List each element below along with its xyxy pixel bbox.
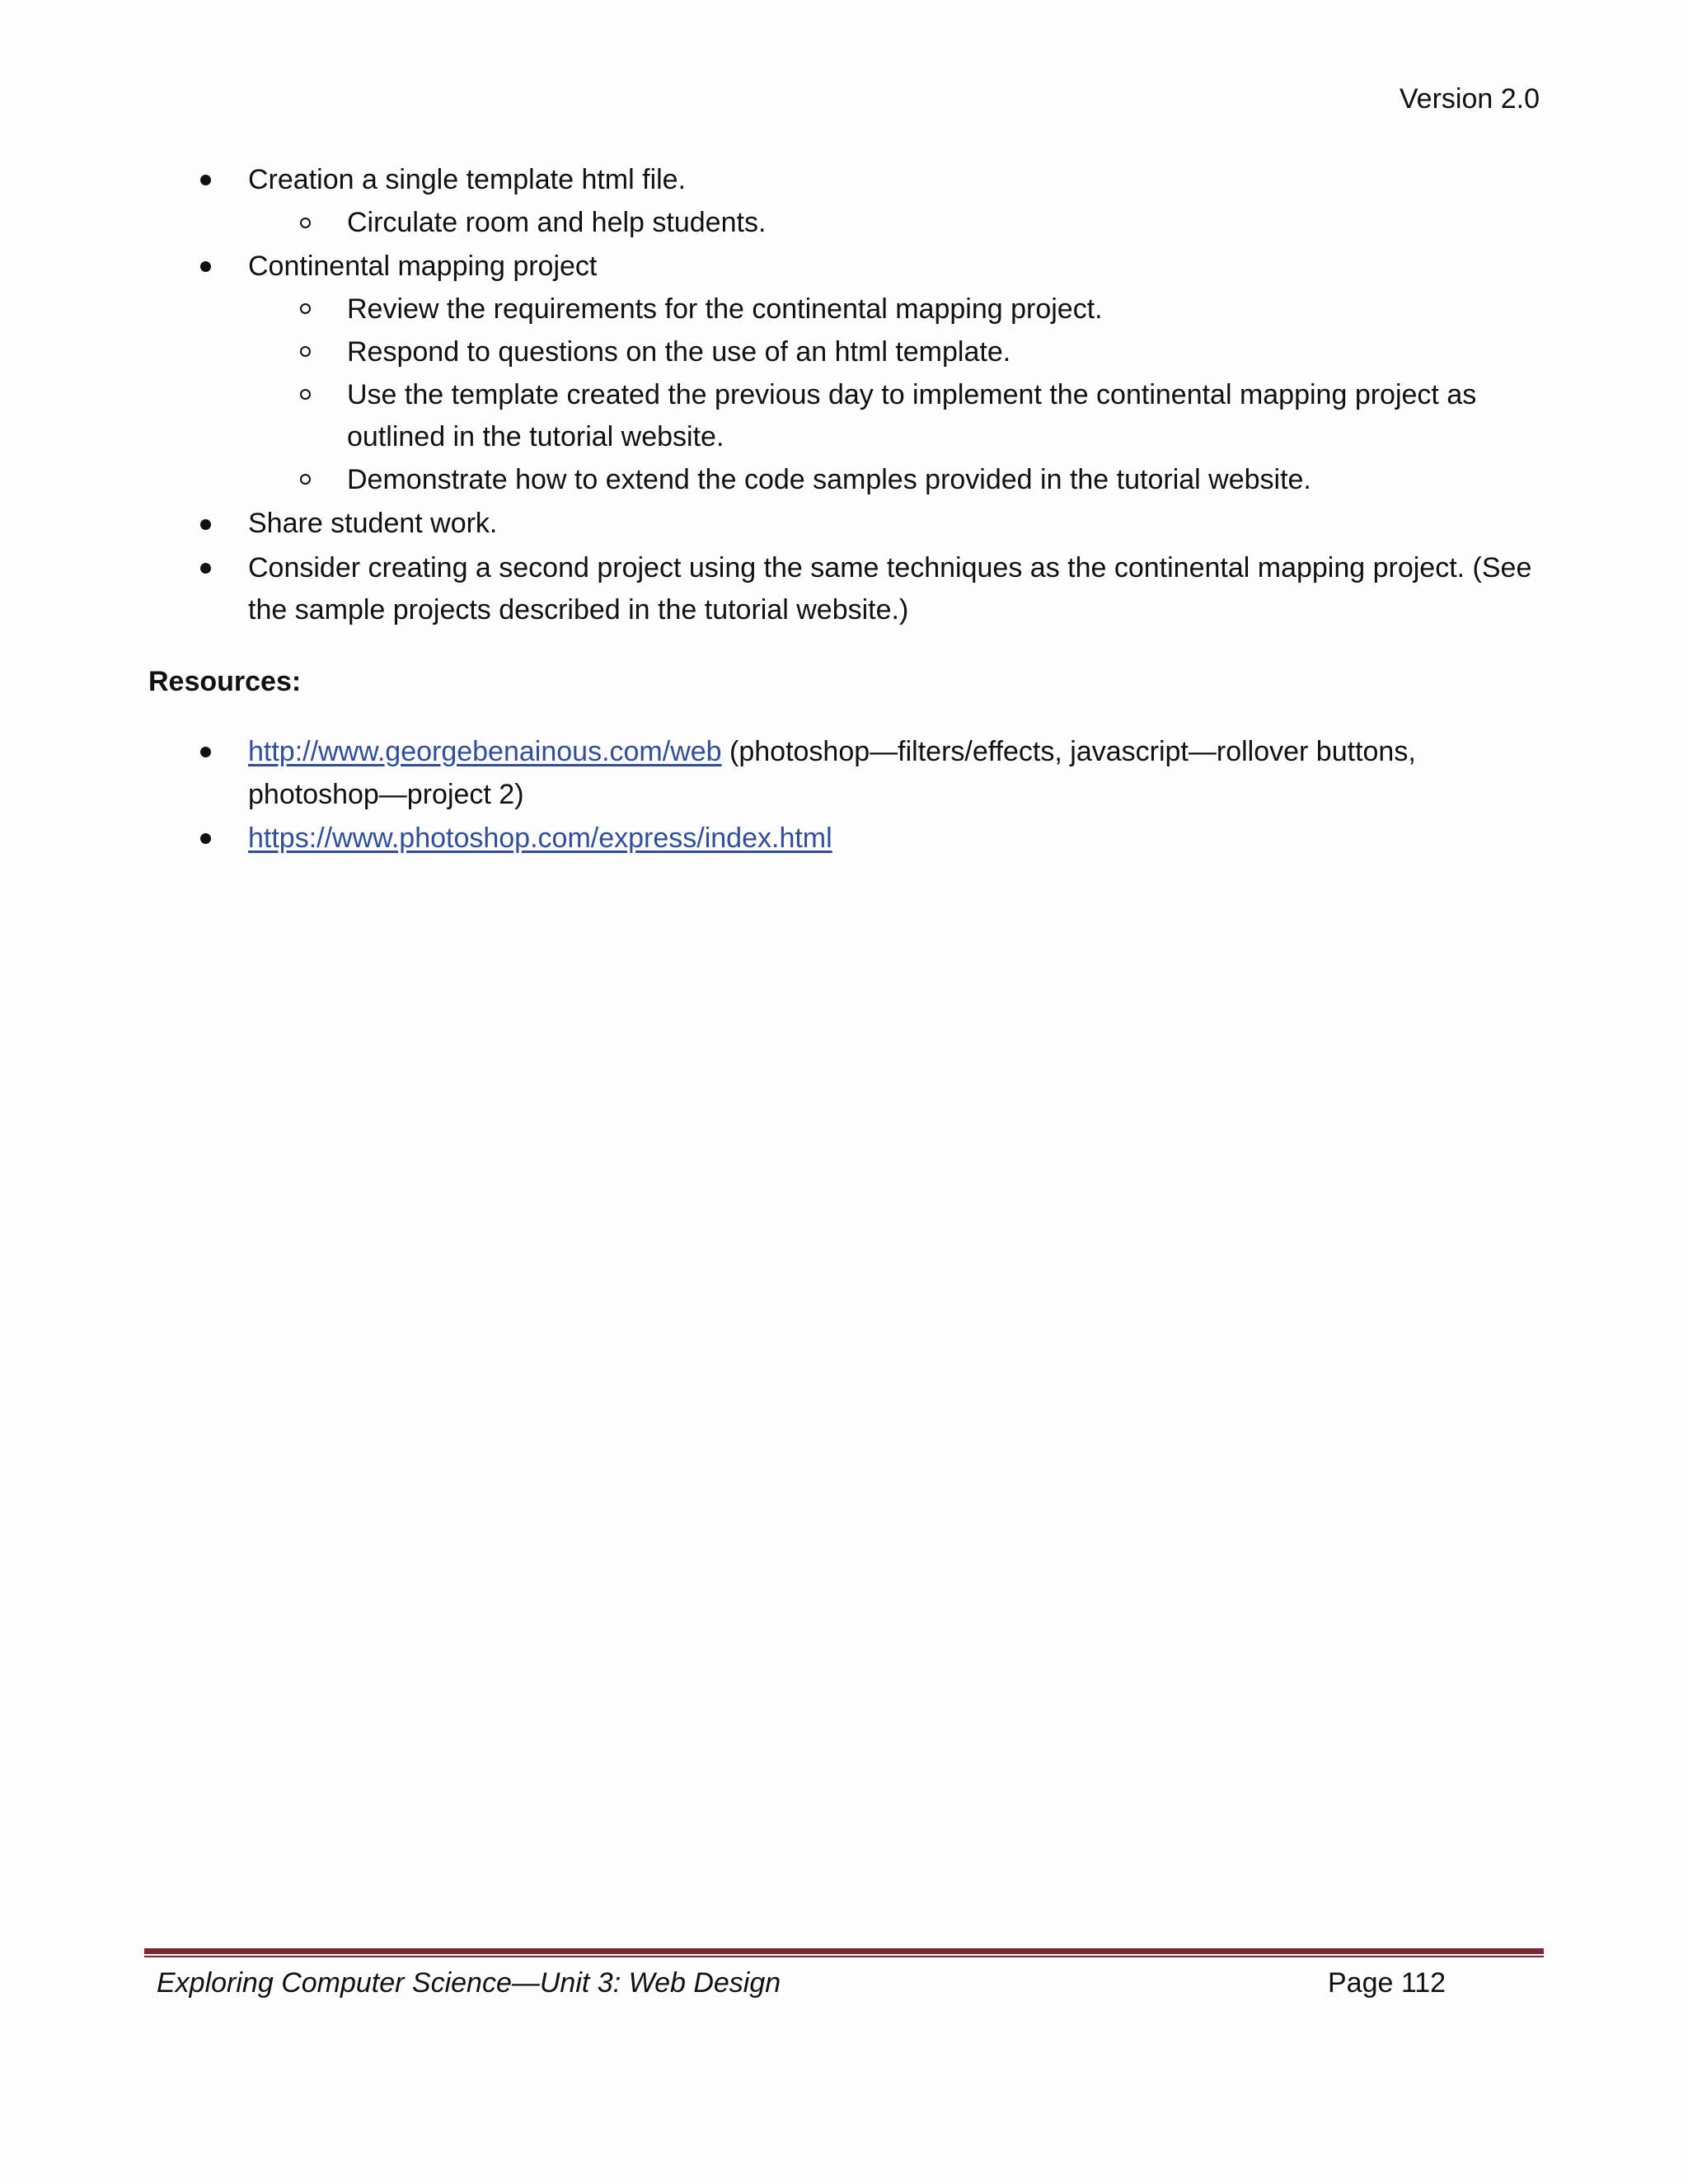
sub-bullet-icon — [300, 474, 311, 485]
resources-heading: Resources: — [148, 666, 302, 697]
bullet-icon — [200, 747, 211, 757]
footer-divider — [144, 1948, 1544, 1954]
resource-note: (photoshop—filters/effects, javascript—rollover buttons, — [721, 736, 1416, 767]
sub-list-item: Use the template created the previous day to implement the continental mapping project as — [347, 379, 1477, 410]
bullet-icon — [200, 519, 211, 530]
sub-list-item: Review the requirements for the continental mapping project. — [347, 293, 1103, 325]
sub-bullet-icon — [300, 303, 311, 314]
list-item: Consider creating a second project using the same techniques as the continental mapping project. (See — [248, 552, 1532, 583]
bullet-icon — [200, 833, 211, 844]
list-item: Continental mapping project — [248, 251, 598, 282]
page-number: Page 112 — [1328, 1967, 1447, 1999]
resource-item — [248, 733, 1416, 770]
sub-list-item: Demonstrate how to extend the code samples provided in the tutorial website. — [347, 464, 1311, 495]
version-label: Version 2.0 — [1399, 83, 1540, 115]
sub-bullet-icon — [300, 389, 311, 400]
list-item: Share student work. — [248, 508, 498, 539]
list-item: Creation a single template html file. — [248, 164, 687, 195]
sub-list-item: Circulate room and help students. — [347, 207, 767, 238]
list-item-continued: the sample projects described in the tutorial website.) — [248, 594, 909, 626]
resource-link-george[interactable]: http://www.georgebenainous.com/web — [248, 736, 722, 767]
bullet-icon — [200, 175, 211, 185]
bullet-icon — [200, 563, 211, 574]
footer-title: Exploring Computer Science—Unit 3: Web Design — [157, 1967, 781, 1999]
footer-divider-thin — [144, 1956, 1544, 1957]
bullet-icon — [200, 261, 211, 272]
resource-note-continued: photoshop—project 2) — [248, 779, 524, 810]
resource-item — [248, 820, 832, 856]
resource-link-photoshop[interactable]: https://www.photoshop.com/express/index.html — [248, 823, 832, 854]
sub-bullet-icon — [300, 218, 311, 228]
sub-bullet-icon — [300, 346, 311, 357]
sub-list-item: Respond to questions on the use of an html template. — [347, 336, 1011, 368]
sub-list-item-continued: outlined in the tutorial website. — [347, 421, 724, 452]
